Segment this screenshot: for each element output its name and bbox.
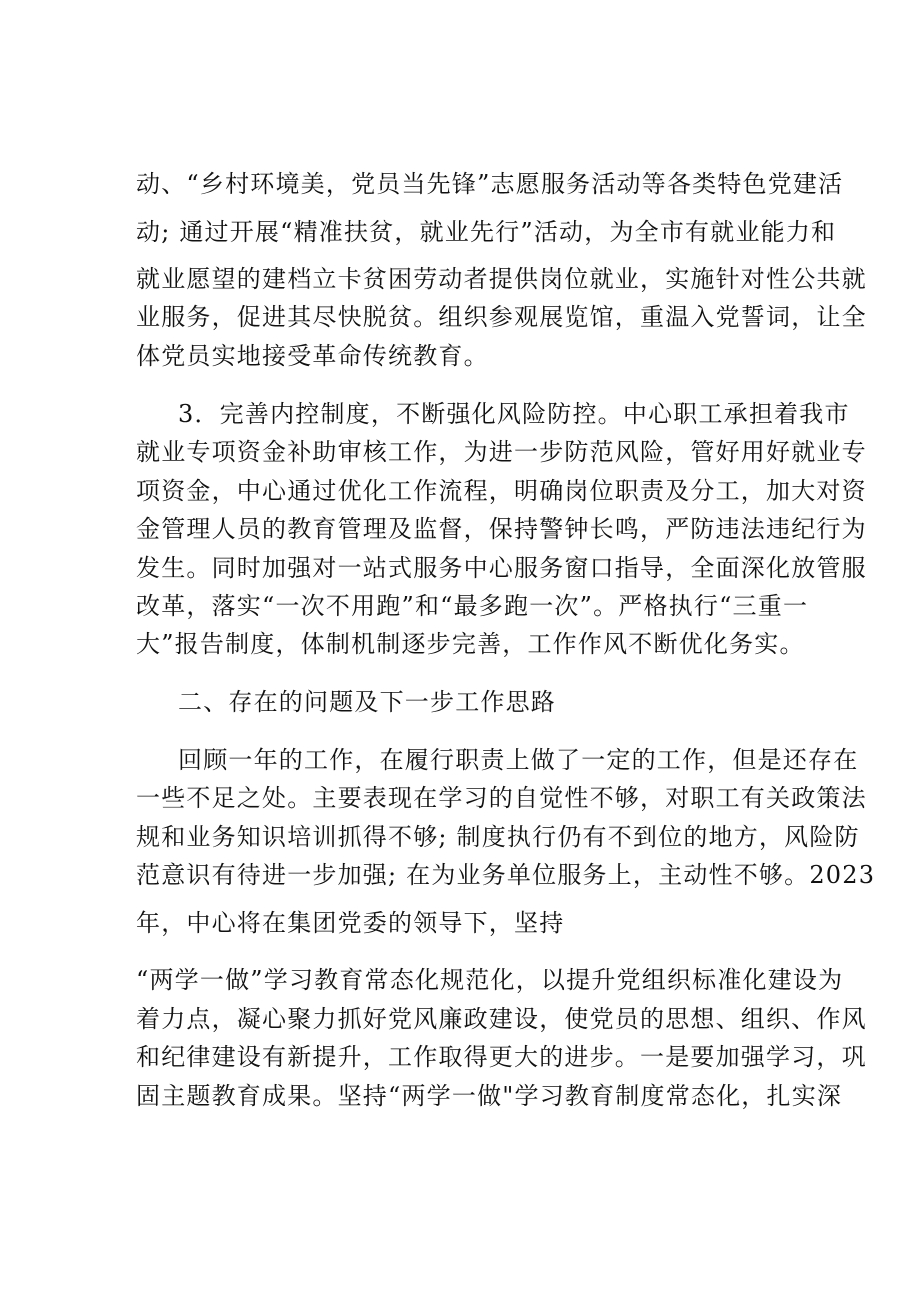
paragraph-line: 大”报告制度，体制机制逐步完善，工作作风不断优化务实。 — [136, 630, 805, 658]
paragraph-line: 固主题教育成果。坚持“两学一做"学习教育制度常态化，扎实深 — [136, 1082, 843, 1110]
paragraph-line: 金管理人员的教育管理及监督，保持警钟长鸣，严防违法违纪行为 — [136, 515, 867, 543]
paragraph-line: 动; 通过开展“精准扶贫，就业先行”活动，为全市有就业能力和 — [136, 218, 837, 246]
paragraph-line: 回顾一年的工作，在履行职责上做了一定的工作，但是还存在 — [178, 746, 859, 774]
paragraph-line: 就业专项资金补助审核工作，为进一步防范风险，管好用好就业专 — [136, 438, 867, 466]
section-heading: 二、存在的问题及下一步工作思路 — [178, 688, 556, 716]
paragraph-line: “两学一做”学习教育常态化规范化，以提升党组织标准化建设为 — [136, 966, 844, 994]
paragraph-line: 改革，落实“一次不用跑”和“最多跑一次”。严格执行“三重一 — [136, 592, 809, 620]
paragraph-line: 一些不足之处。主要表现在学习的自觉性不够，对职工有关政策法 — [136, 784, 867, 812]
paragraph-line: 范意识有待进一步加强; 在为业务单位服务上，主动性不够。2023 — [136, 861, 876, 889]
paragraph-line: 规和业务知识培训抓得不够; 制度执行仍有不到位的地方，风险防 — [136, 823, 860, 851]
paragraph-line: 3．完善内控制度，不断强化风险防控。中心职工承担着我市 — [178, 400, 850, 428]
paragraph-line: 动、“乡村环境美，党员当先锋”志愿服务活动等各类特色党建活 — [136, 170, 844, 198]
paragraph-line: 项资金，中心通过优化工作流程，明确岗位职责及分工，加大对资 — [136, 477, 867, 505]
paragraph-line: 体党员实地接受革命传统教育。 — [136, 342, 489, 370]
paragraph-line: 发生。同时加强对一站式服务中心服务窗口指导，全面深化放管服 — [136, 554, 867, 582]
paragraph-line: 和纪律建设有新提升，工作取得更大的进步。一是要加强学习，巩 — [136, 1043, 867, 1071]
paragraph-line: 就业愿望的建档立卡贫困劳动者提供岗位就业，实施针对性公共就 — [136, 265, 867, 293]
paragraph-line: 年，中心将在集团党委的领导下，坚持 — [136, 909, 565, 937]
paragraph-line: 业服务，促进其尽快脱贫。组织参观展览馆，重温入党誓词，让全 — [136, 303, 867, 331]
paragraph-line: 着力点，凝心聚力抓好党风廉政建设，使党员的思想、组织、作风 — [136, 1005, 867, 1033]
